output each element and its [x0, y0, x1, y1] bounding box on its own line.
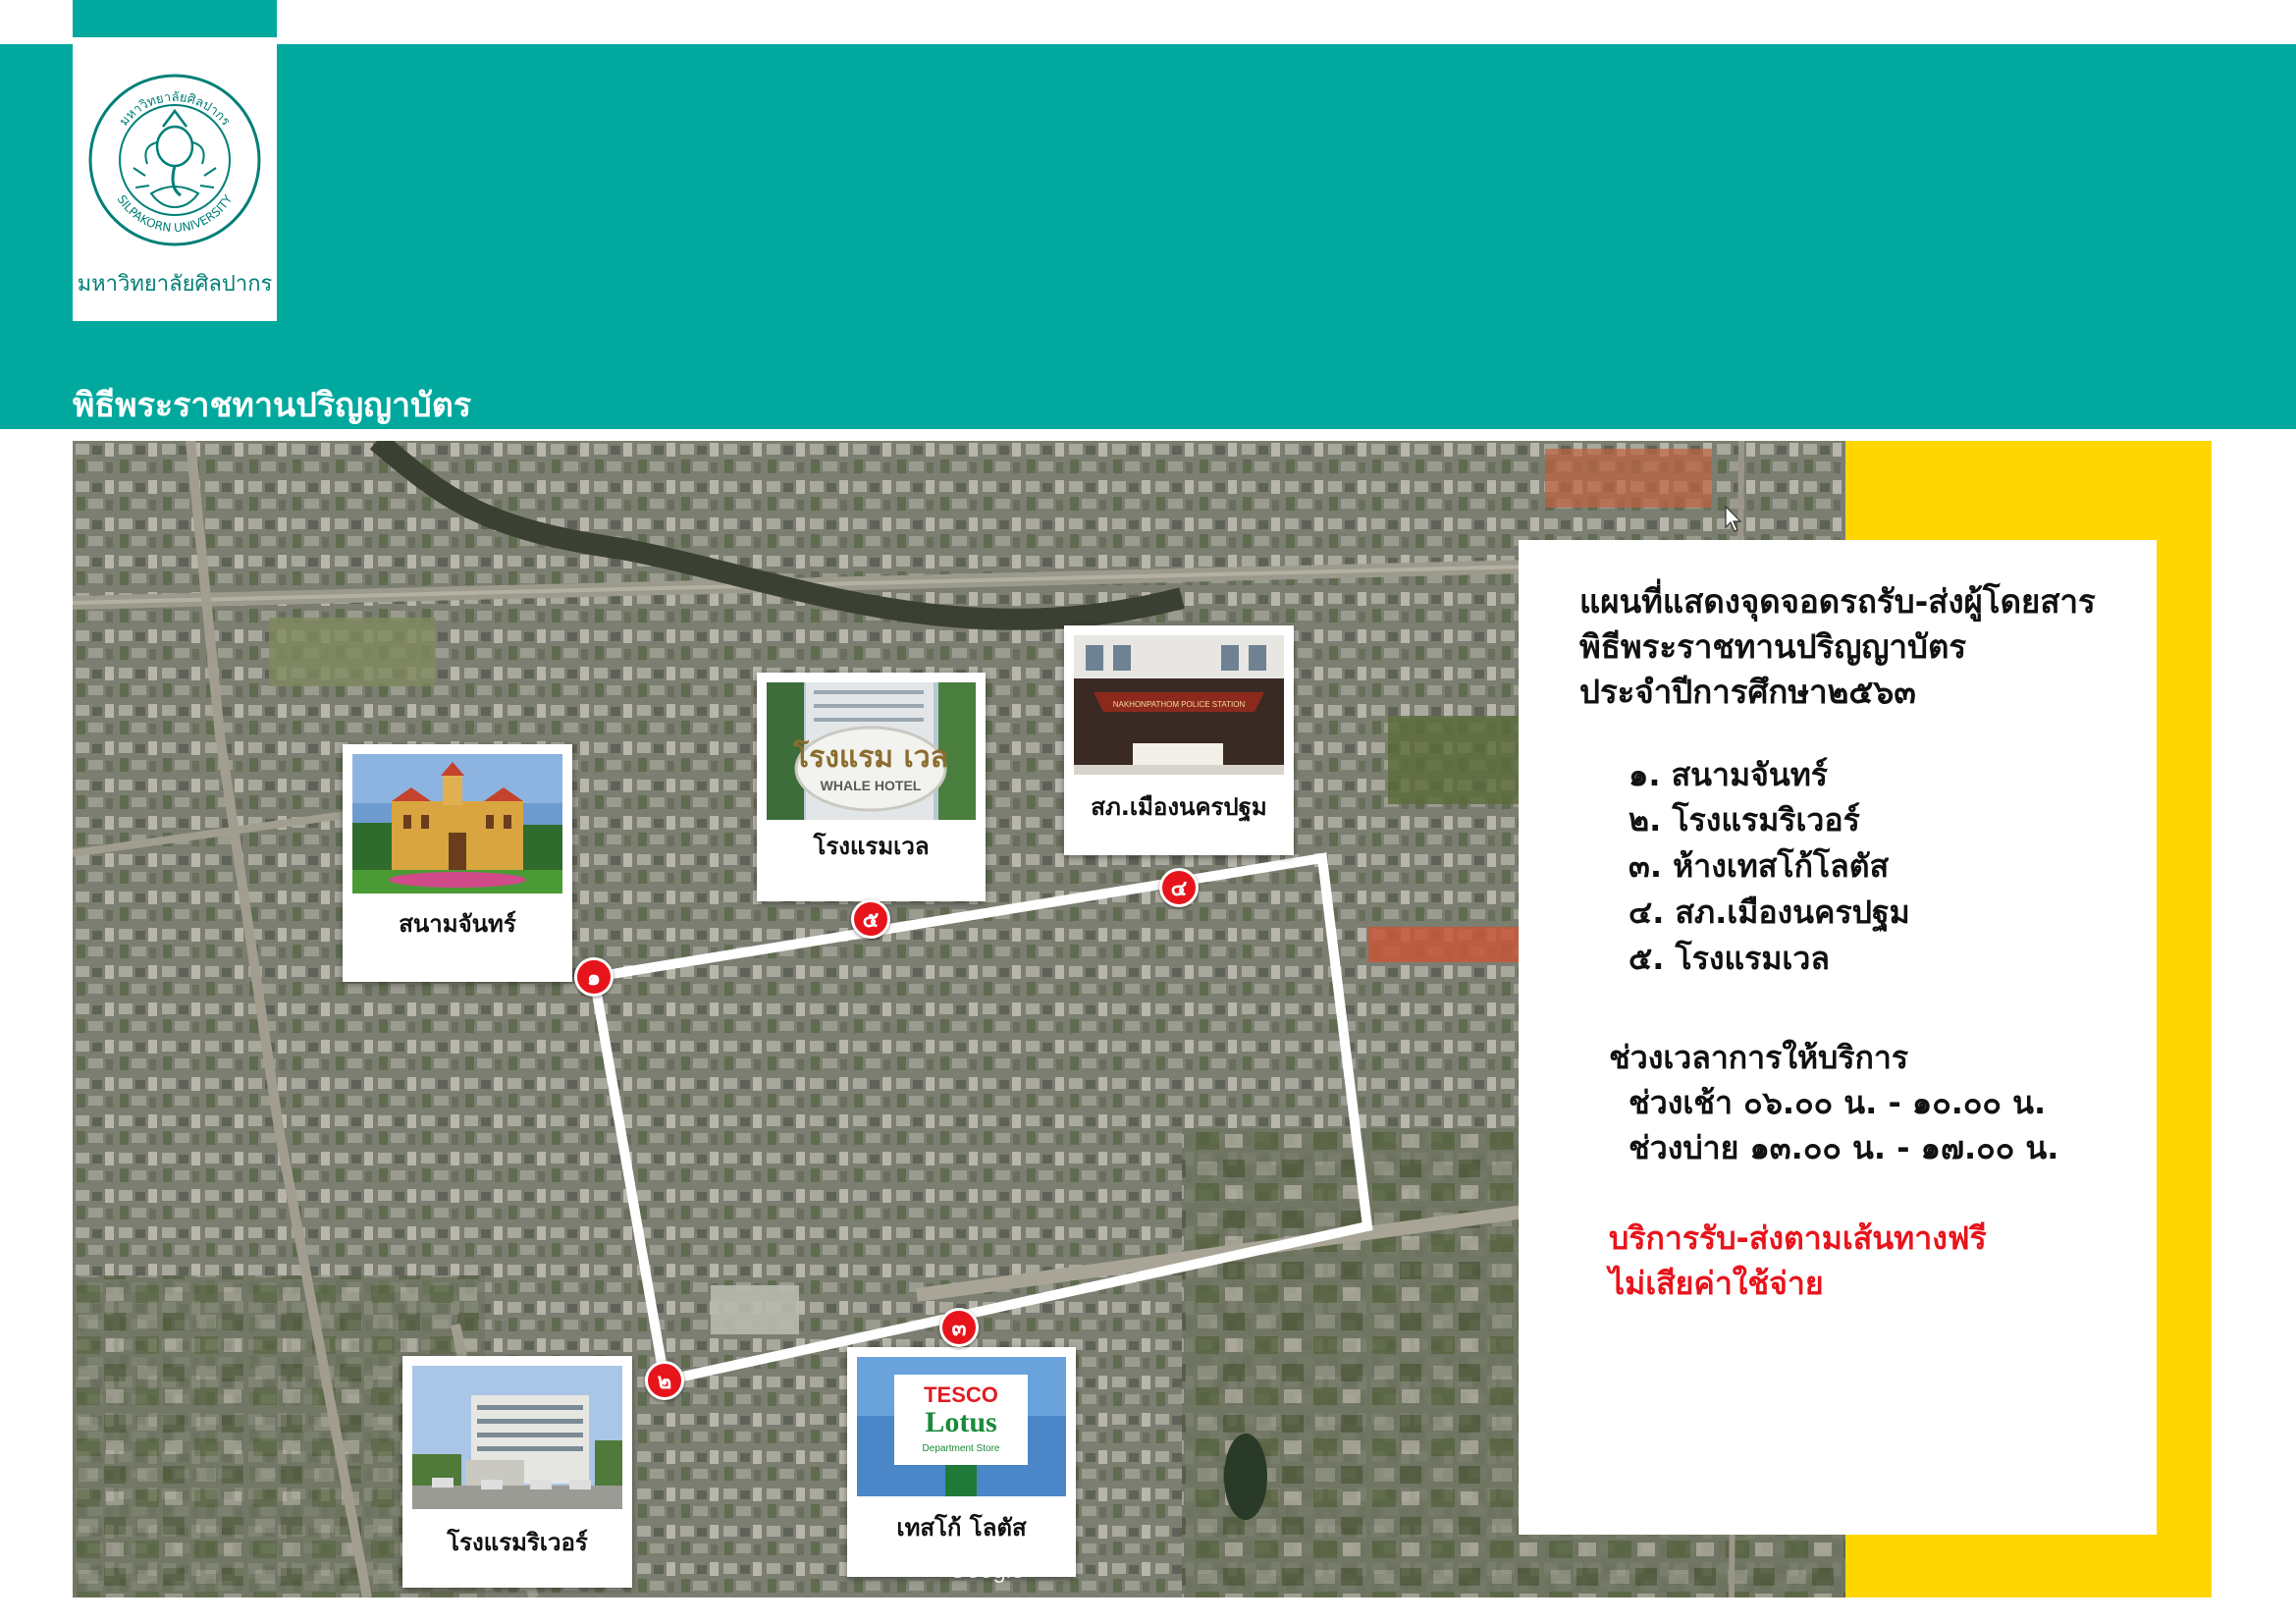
university-name-label: มหาวิทยาลัยศิลปากร: [77, 272, 273, 297]
free-service-note: บริการรับ-ส่งตามเส้นทางฟรี: [1609, 1219, 1987, 1257]
photo-card-sanamchan[interactable]: [343, 744, 572, 982]
svg-text:SILPAKORN UNIVERSITY: SILPAKORN UNIVERSITY: [114, 192, 236, 236]
card-caption: สภ.เมืองนครปฐม: [1091, 793, 1267, 821]
svg-text:มหาวิทยาลัยศิลปากร: มหาวิทยาลัยศิลปากร: [116, 89, 234, 130]
service-hours-heading: ช่วงเวลาการให้บริการ: [1609, 1039, 1909, 1076]
afternoon-hours: ช่วงบ่าย ๑๓.๐๐ น. - ๑๗.๐๐ น.: [1629, 1129, 2059, 1166]
photo-card-police-station[interactable]: [1064, 625, 1294, 855]
no-charge-note: ไม่เสียค่าใช้จ่าย: [1609, 1265, 1824, 1302]
svg-text:NAKHONPATHOM POLICE STATION: NAKHONPATHOM POLICE STATION: [1112, 700, 1246, 709]
photo-card-tesco-lotus[interactable]: [847, 1347, 1076, 1577]
stop-list-item: ๕. โรงแรมเวล: [1629, 940, 1830, 977]
svg-text:TESCO: TESCO: [924, 1382, 998, 1407]
route-marker-2[interactable]: ๒: [645, 1361, 684, 1400]
university-logo: [73, 44, 277, 321]
card-caption: สนามจันทร์: [399, 910, 516, 938]
whale-hotel-photo: [767, 682, 976, 820]
panel-title-line: พิธีพระราชทานปริญญาบัตร: [1579, 627, 1967, 666]
route-marker-3[interactable]: ๓: [939, 1308, 979, 1347]
photo-card-whale-hotel[interactable]: [757, 673, 986, 901]
stop-list-item: ๓. ห้างเทสโก้โลตัส: [1629, 847, 1890, 885]
card-caption: โรงแรมริเวอร์: [447, 1529, 588, 1556]
police-station-photo: [1074, 635, 1284, 775]
mouse-cursor-icon: [1725, 506, 1744, 533]
svg-text:Lotus: Lotus: [925, 1406, 997, 1438]
river-hotel-photo: [412, 1366, 622, 1509]
map-attribution: Google: [948, 1557, 1025, 1584]
card-caption: เทสโก้ โลตัส: [896, 1514, 1027, 1542]
stop-list-item: ๑. สนามจันทร์: [1629, 756, 1828, 793]
stop-list-item: ๔. สภ.เมืองนครปฐม: [1629, 893, 1910, 931]
panel-title-line: ประจำปีการศึกษา๒๕๖๓: [1579, 673, 1916, 711]
tesco-lotus-photo: [857, 1357, 1066, 1496]
sanamchan-palace-photo: [352, 754, 562, 893]
morning-hours: ช่วงเช้า ๐๖.๐๐ น. - ๑๐.๐๐ น.: [1629, 1084, 2047, 1121]
photo-card-river-hotel[interactable]: [402, 1356, 632, 1588]
svg-text:โรงแรม เวล: โรงแรม เวล: [792, 740, 949, 775]
ceremony-title: พิธีพระราชทานปริญญาบัตร: [73, 386, 472, 425]
card-caption: โรงแรมเวล: [813, 833, 930, 860]
panel-title-line: แผนที่แสดงจุดจอดรถรับ-ส่งผู้โดยสาร: [1579, 582, 2096, 621]
stop-list-item: ๒. โรงแรมริเวอร์: [1629, 801, 1860, 839]
route-marker-4[interactable]: ๔: [1159, 868, 1199, 907]
info-panel: [1519, 540, 2157, 1535]
university-seal-icon: [86, 72, 263, 248]
route-marker-5[interactable]: ๕: [851, 899, 890, 939]
logo-tab-accent: [73, 0, 277, 37]
svg-text:Department Store: Department Store: [922, 1443, 1000, 1454]
svg-text:WHALE HOTEL: WHALE HOTEL: [820, 778, 922, 793]
route-marker-1[interactable]: ๑: [574, 957, 614, 997]
header-band: [0, 44, 2296, 429]
